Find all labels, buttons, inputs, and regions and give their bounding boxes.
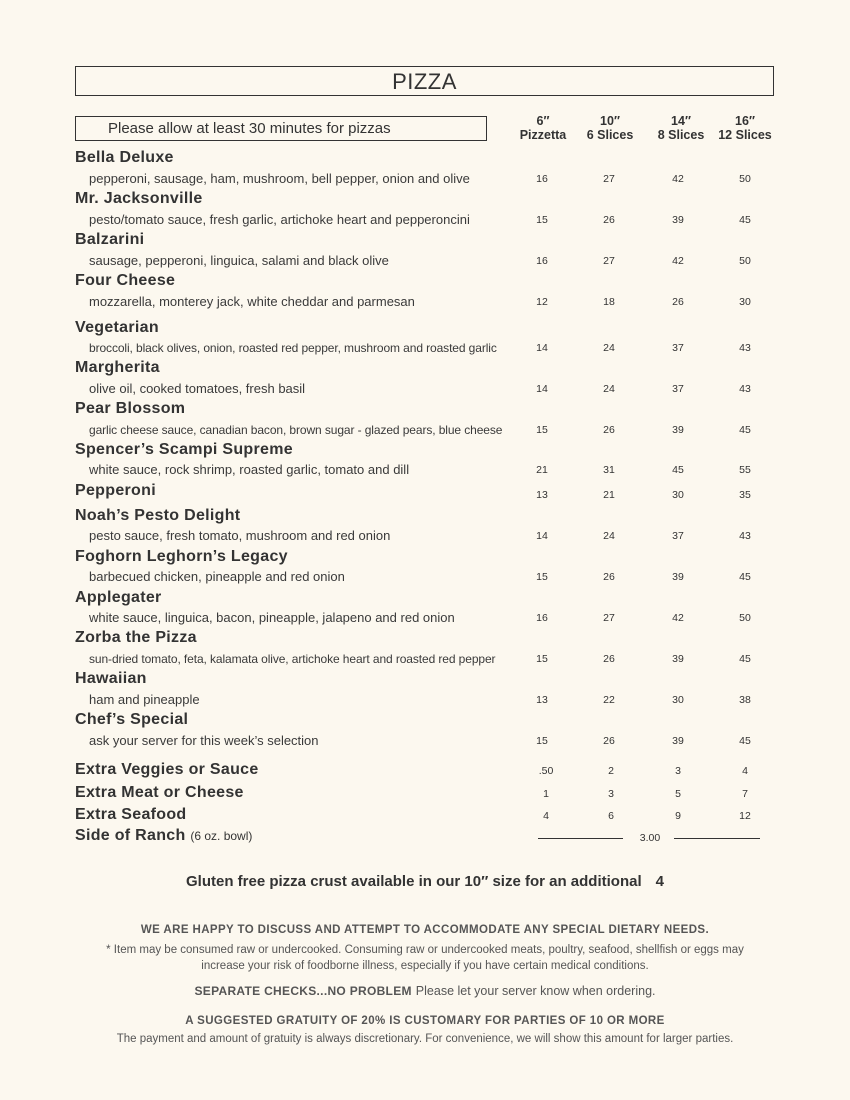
- pizza-price: 39: [672, 571, 684, 583]
- pizza-price: 24: [603, 383, 615, 395]
- pizza-price: 39: [672, 214, 684, 226]
- pizza-price: 42: [672, 612, 684, 624]
- pizza-name: Zorba the Pizza: [75, 629, 197, 646]
- pizza-price: 27: [603, 255, 615, 267]
- food-warning-line-2: increase your risk of foodborne illness, especially if you have certain medical conditions.: [201, 960, 649, 972]
- extra-price: .50: [538, 765, 554, 777]
- pizza-description: olive oil, cooked tomatoes, fresh basil: [89, 381, 306, 396]
- pizza-price: 45: [739, 214, 751, 226]
- pizza-price: 37: [672, 342, 684, 354]
- pizza-description: barbecued chicken, pineapple and red onion: [89, 569, 345, 584]
- pizza-price: 43: [739, 342, 751, 354]
- pizza-price: 22: [603, 694, 615, 706]
- pizza-name: Spencer’s Scampi Supreme: [75, 441, 293, 458]
- pizza-price: 50: [739, 612, 751, 624]
- pizza-name: Bella Deluxe: [75, 149, 174, 166]
- separate-checks: [60, 983, 790, 1000]
- extra-price: 12: [739, 810, 751, 822]
- pizza-price: 16: [536, 612, 548, 624]
- dietary-notice: WE ARE HAPPY TO DISCUSS AND ATTEMPT TO ACCOMMODATE ANY SPECIAL DIETARY NEEDS.: [140, 924, 710, 936]
- column-header-10in: [574, 114, 646, 142]
- column-label: 12 Slices: [718, 128, 772, 142]
- extra-name: Extra Seafood: [75, 806, 187, 823]
- pizza-price: 26: [603, 653, 615, 665]
- pizza-price: 21: [603, 489, 615, 501]
- pizza-price: 37: [672, 530, 684, 542]
- pizza-price: 45: [739, 571, 751, 583]
- pizza-price: 43: [739, 383, 751, 395]
- pizza-price: 43: [739, 530, 751, 542]
- pizza-name: Noah’s Pesto Delight: [75, 507, 241, 524]
- column-size: 16″: [735, 114, 755, 128]
- extra-price: 2: [608, 765, 614, 777]
- pizza-price: 14: [536, 383, 548, 395]
- pizza-price: 30: [739, 296, 751, 308]
- pizza-price: 18: [603, 296, 615, 308]
- extra-price: 7: [742, 788, 748, 800]
- pizza-price: 15: [536, 214, 548, 226]
- pizza-price: 14: [536, 342, 548, 354]
- pizza-price: 15: [536, 424, 548, 436]
- pizza-price: 45: [739, 424, 751, 436]
- pizza-price: 26: [672, 296, 684, 308]
- column-label: 8 Slices: [657, 128, 705, 142]
- column-size: 10″: [600, 114, 620, 128]
- pizza-name: Hawaiian: [75, 670, 147, 687]
- extra-price: 6: [608, 810, 614, 822]
- pizza-price: 15: [536, 571, 548, 583]
- pizza-price: 45: [739, 653, 751, 665]
- pizza-description: pesto/tomato sauce, fresh garlic, artichoke heart and pepperoncini: [89, 212, 470, 227]
- pizza-name: Balzarini: [75, 231, 145, 248]
- gratuity-text: The payment and amount of gratuity is always discretionary. For convenience, we will show this amount for larger parties.: [116, 1033, 734, 1045]
- food-warning-line-1: * Item may be consumed raw or undercooked. Consuming raw or undercooked meats, poultry, seafood, shellfish or eggs may: [106, 944, 744, 956]
- ranch-leader-right: [674, 838, 760, 839]
- pizza-description: sun-dried tomato, feta, kalamata olive, artichoke heart and roasted red pepper: [89, 652, 496, 666]
- pizza-name: Four Cheese: [75, 272, 176, 289]
- column-label: 6 Slices: [586, 128, 634, 142]
- pizza-price: 26: [603, 214, 615, 226]
- pizza-description: white sauce, rock shrimp, roasted garlic, tomato and dill: [89, 462, 410, 477]
- pizza-price: 45: [672, 464, 684, 476]
- pizza-price: 13: [536, 694, 548, 706]
- ranch-note: (6 oz. bowl): [190, 829, 253, 843]
- ranch-item: [75, 826, 252, 846]
- column-header-14in: [645, 114, 717, 142]
- pizza-description: pesto sauce, fresh tomato, mushroom and red onion: [89, 528, 391, 543]
- pizza-price: 12: [536, 296, 548, 308]
- pizza-price: 39: [672, 735, 684, 747]
- extra-price: 3: [675, 765, 681, 777]
- gluten-free-note: [0, 872, 850, 892]
- pizza-description: garlic cheese sauce, canadian bacon, brown sugar - glazed pears, blue cheese: [89, 423, 503, 437]
- pizza-price: 26: [603, 424, 615, 436]
- pizza-price: 42: [672, 173, 684, 185]
- pizza-price: 24: [603, 530, 615, 542]
- extra-price: 4: [543, 810, 549, 822]
- pizza-name: Pepperoni: [75, 482, 156, 499]
- extra-name: Extra Veggies or Sauce: [75, 761, 259, 778]
- pizza-price: 42: [672, 255, 684, 267]
- pizza-description: ham and pineapple: [89, 692, 200, 707]
- pizza-name: Applegater: [75, 589, 162, 606]
- pizza-name: Mr. Jacksonville: [75, 190, 203, 207]
- gluten-free-text: Gluten free pizza crust available in our 10″ size for an additional: [186, 873, 642, 890]
- pizza-price: 39: [672, 424, 684, 436]
- pizza-description: broccoli, black olives, onion, roasted red pepper, mushroom and roasted garlic: [89, 341, 497, 355]
- pizza-price: 30: [672, 489, 684, 501]
- wait-notice: Please allow at least 30 minutes for pizzas: [75, 116, 487, 141]
- pizza-description: mozzarella, monterey jack, white cheddar and parmesan: [89, 294, 415, 309]
- separate-checks-text: Please let your server know when ordering.: [415, 984, 656, 998]
- pizza-price: 13: [536, 489, 548, 501]
- pizza-price: 27: [603, 612, 615, 624]
- separate-checks-head: SEPARATE CHECKS...NO PROBLEM: [194, 984, 412, 998]
- pizza-name: Margherita: [75, 359, 160, 376]
- pizza-price: 24: [603, 342, 615, 354]
- pizza-name: Pear Blossom: [75, 400, 186, 417]
- pizza-description: ask your server for this week’s selection: [89, 733, 319, 748]
- pizza-price: 50: [739, 173, 751, 185]
- pizza-name: Foghorn Leghorn’s Legacy: [75, 548, 288, 565]
- extra-price: 1: [543, 788, 549, 800]
- column-size: 14″: [671, 114, 691, 128]
- extra-price: 9: [675, 810, 681, 822]
- pizza-price: 37: [672, 383, 684, 395]
- pizza-price: 15: [536, 653, 548, 665]
- extra-price: 5: [675, 788, 681, 800]
- pizza-price: 45: [739, 735, 751, 747]
- pizza-price: 27: [603, 173, 615, 185]
- pizza-price: 39: [672, 653, 684, 665]
- pizza-price: 16: [536, 173, 548, 185]
- gluten-free-price: 4: [655, 873, 664, 890]
- pizza-price: 21: [536, 464, 548, 476]
- column-header-6in: [507, 114, 579, 142]
- pizza-price: 55: [739, 464, 751, 476]
- pizza-price: 30: [672, 694, 684, 706]
- pizza-price: 31: [603, 464, 615, 476]
- pizza-price: 50: [739, 255, 751, 267]
- pizza-price: 26: [603, 735, 615, 747]
- pizza-description: white sauce, linguica, bacon, pineapple, jalapeno and red onion: [89, 610, 455, 625]
- pizza-name: Vegetarian: [75, 319, 159, 336]
- column-header-16in: [709, 114, 781, 142]
- ranch-price: 3.00: [639, 832, 661, 844]
- pizza-price: 35: [739, 489, 751, 501]
- pizza-name: Chef’s Special: [75, 711, 189, 728]
- extra-price: 4: [742, 765, 748, 777]
- pizza-price: 26: [603, 571, 615, 583]
- column-label: Pizzetta: [519, 128, 567, 142]
- pizza-description: pepperoni, sausage, ham, mushroom, bell pepper, onion and olive: [89, 171, 470, 186]
- pizza-price: 15: [536, 735, 548, 747]
- pizza-description: sausage, pepperoni, linguica, salami and black olive: [89, 253, 389, 268]
- extra-name: Extra Meat or Cheese: [75, 784, 244, 801]
- pizza-price: 16: [536, 255, 548, 267]
- page-title: PIZZA: [75, 66, 774, 96]
- column-size: 6″: [536, 114, 550, 128]
- gratuity-notice: A SUGGESTED GRATUITY OF 20% IS CUSTOMARY FOR PARTIES OF 10 OR MORE: [185, 1015, 665, 1027]
- ranch-leader-left: [538, 838, 623, 839]
- pizza-price: 14: [536, 530, 548, 542]
- extra-price: 3: [608, 788, 614, 800]
- ranch-name: Side of Ranch: [75, 827, 186, 844]
- pizza-price: 38: [739, 694, 751, 706]
